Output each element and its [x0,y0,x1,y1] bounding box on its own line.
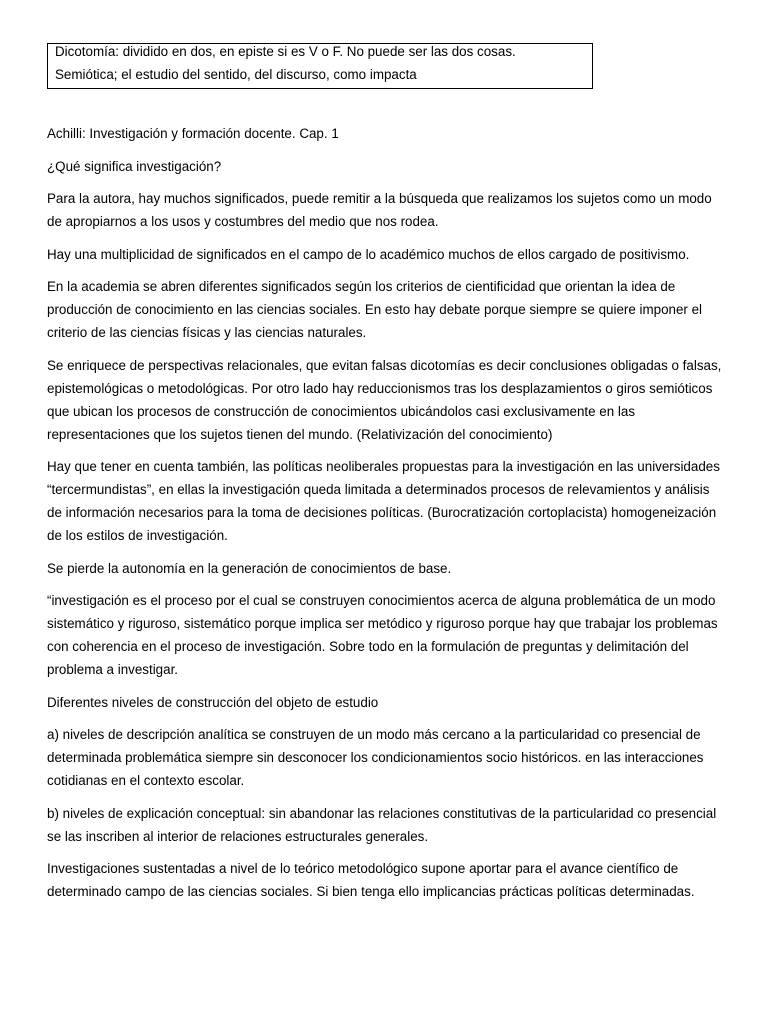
document-body [47,122,723,913]
list-item: a) niveles de descripción analítica se construyen de un modo más cercano a la particularidad co presencial de determinada problemática siempre sin desconocer los condicionamientos socio históricos. en las interacciones cotidianas en el contexto escolar. [47,727,704,788]
definitions-box [47,43,593,89]
paragraph: Se pierde la autonomía en la generación de conocimientos de base. [47,560,452,576]
paragraph: Hay que tener en cuenta también, las políticas neoliberales propuestas para la investigación en las universidades “tercermundistas”, en ellas la investigación queda limitada a determinados procesos de relevamientos y análisis de información necesarios para la toma de decisiones políticas. (Burocratización cortoplacista) homogeneización de los estilos de investigación. [47,459,720,543]
definition-dicotomia: Dicotomía: dividido en dos, en episte si es V o F. No puede ser las dos cosas. [55,44,516,59]
section-heading: Diferentes niveles de construcción del objeto de estudio [47,694,379,710]
paragraph: Hay una multiplicidad de significados en el campo de lo académico muchos de ellos cargado de positivismo. [47,246,690,262]
question-heading: ¿Qué significa investigación? [47,158,222,174]
list-item: b) niveles de explicación conceptual: sin abandonar las relaciones constitutivas de la particularidad co presencial se las inscriben al interior de relaciones estructurales generales. [47,805,717,844]
paragraph: Se enriquece de perspectivas relacionales, que evitan falsas dicotomías es decir conclusiones obligadas o falsas, epistemológicas o metodológicas. Por otro lado hay reduccionismos tras los desplazamientos o giros semióticos que ubican los procesos de construcción de conocimientos ubicándolos casi exclusivamente en las representaciones que los sujetos tienen del mundo. (Relativización del conocimiento) [47,357,722,442]
document-heading: Achilli: Investigación y formación docente. Cap. 1 [47,126,339,141]
paragraph: Investigaciones sustentadas a nivel de lo teórico metodológico supone aportar para el avance científico de determinado campo de las ciencias sociales. Si bien tenga ello implicancias prácticas políticas determinadas. [47,861,695,899]
paragraph: Para la autora, hay muchos significados, puede remitir a la búsqueda que realizamos los sujetos como un modo de apropiarnos a los usos y costumbres del medio que nos rodea. [47,191,712,229]
quote-paragraph: “investigación es el proceso por el cual se construyen conocimientos acerca de alguna problemática de un modo sistemático y riguroso, sistemático porque implica ser metódico y riguroso porque hay que trabajar los problemas con coherencia en el proceso de investigación. Sobre todo en la formulación de preguntas y delimitación del problema a investigar. [47,593,718,677]
definition-semiotica: Semiótica; el estudio del sentido, del discurso, como impacta [55,67,417,82]
paragraph: En la academia se abren diferentes significados según los criterios de cientificidad que orientan la idea de producción de conocimiento en las ciencias sociales. En esto hay debate porque siempre se quiere imponer el criterio de las ciencias físicas y las ciencias naturales. [47,279,703,340]
